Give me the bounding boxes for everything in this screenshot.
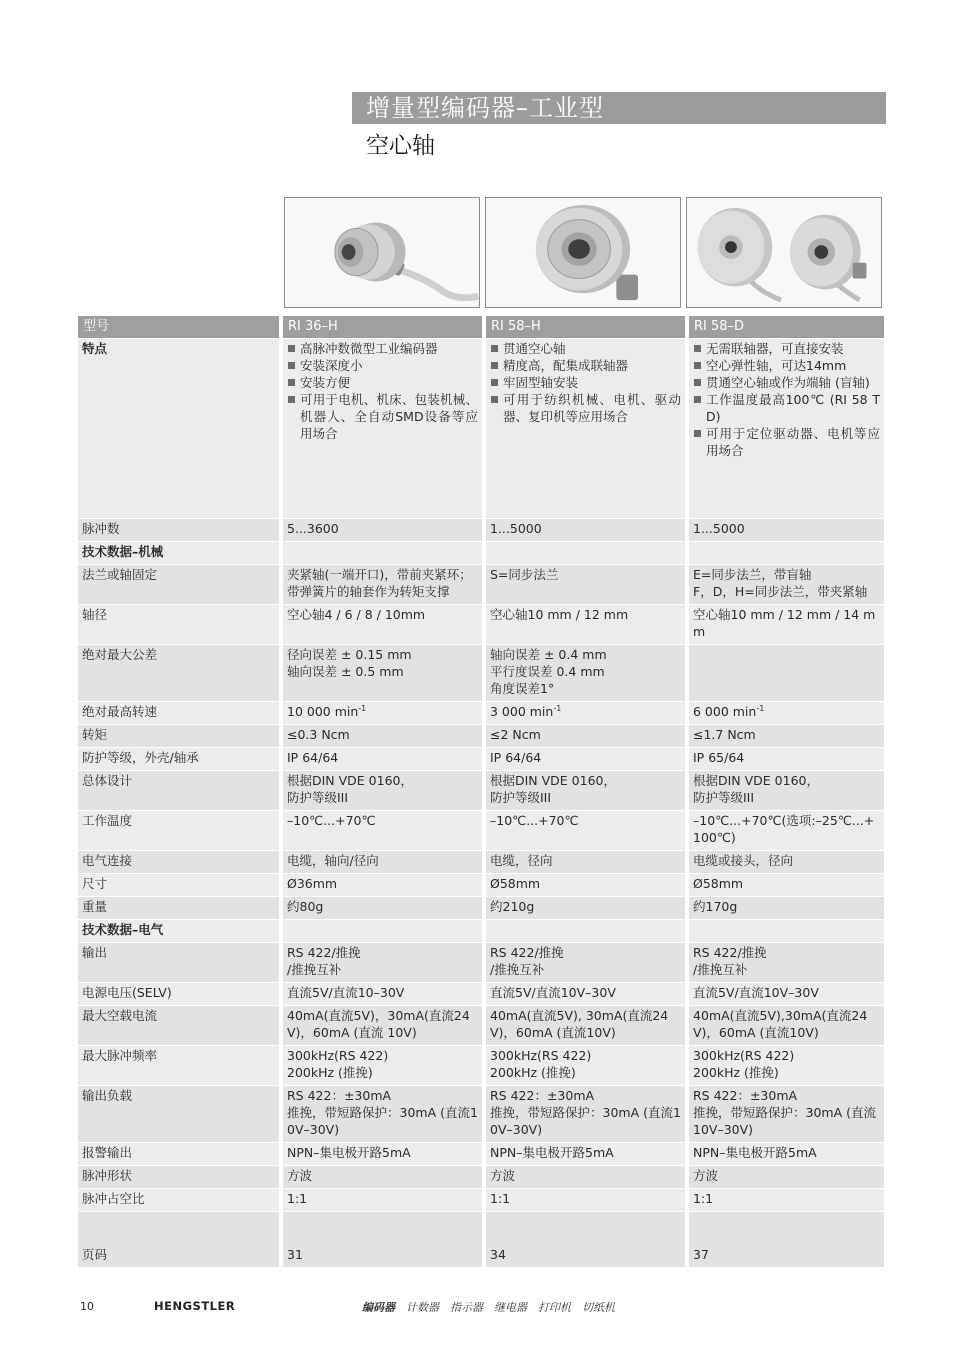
value-ri58d: RS 422/推挽 /推挽互补: [687, 943, 884, 983]
value-ri58d: 空心轴10 mm / 12 mm / 14 mm: [687, 605, 884, 645]
brand-logo: HENGSTLER: [154, 1299, 236, 1313]
value-ri36h: 方波: [281, 1166, 484, 1189]
value-ri36h: 5...3600: [281, 519, 484, 542]
table-row: [78, 1166, 884, 1189]
feature-item: 高脉冲数微型工业编码器: [287, 340, 478, 357]
unit-exponent: -1: [756, 703, 765, 713]
row-label: 法兰或轴固定: [78, 565, 281, 605]
value-ri58h: 300kHz(RS 422) 200kHz (推挽): [484, 1046, 687, 1086]
table-row: [78, 1086, 884, 1143]
table-header-row: [78, 316, 884, 339]
value-ri58h: 根据DIN VDE 0160， 防护等级III: [484, 771, 687, 811]
table-row: [78, 702, 884, 725]
value-ri58d: 37: [687, 1212, 884, 1268]
feature-item: 精度高，配集成联轴器: [490, 357, 681, 374]
header-ri36h: RI 36–H: [281, 316, 484, 339]
row-label: 转矩: [78, 725, 281, 748]
table-row: [78, 565, 884, 605]
row-label: 重量: [78, 897, 281, 920]
value-ri58d: [687, 542, 884, 565]
unit-exponent: -1: [358, 703, 367, 713]
feature-item: 可用于定位驱动器、电机等应用场合: [693, 425, 880, 459]
footer-link[interactable]: 继电器: [494, 1301, 527, 1314]
value-ri58d: Ø58mm: [687, 874, 884, 897]
table-row: [78, 811, 884, 851]
features-row: [78, 339, 884, 519]
value-ri58h: [484, 920, 687, 943]
table-row: [78, 771, 884, 811]
table-row: [78, 645, 884, 702]
page-subtitle: 空心轴: [366, 133, 435, 159]
value-ri36h: 300kHz(RS 422) 200kHz (推挽): [281, 1046, 484, 1086]
value-ri36h: 空心轴4 / 6 / 8 / 10mm: [281, 605, 484, 645]
header-ri58d: RI 58–D: [687, 316, 884, 339]
row-label: 尺寸: [78, 874, 281, 897]
value-ri58d: NPN–集电极开路5mA: [687, 1143, 884, 1166]
value-ri36h: 1:1: [281, 1189, 484, 1212]
footer-link[interactable]: 计数器: [406, 1301, 439, 1314]
value-ri58d: –10℃...+70℃(选项:–25℃...+100℃): [687, 811, 884, 851]
features-label: 特点: [78, 339, 281, 519]
value-ri58h: Ø58mm: [484, 874, 687, 897]
value-ri36h: IP 64/64: [281, 748, 484, 771]
value-ri36h: [281, 542, 484, 565]
table-row: [78, 1189, 884, 1212]
value-ri58h: RS 422/推挽 /推挽互补: [484, 943, 687, 983]
feature-item: 牢固型轴安装: [490, 374, 681, 391]
value-ri36h: Ø36mm: [281, 874, 484, 897]
table-row: [78, 851, 884, 874]
value-ri36h: 约80g: [281, 897, 484, 920]
header-model: 型号: [78, 316, 281, 339]
table-row: [78, 897, 884, 920]
feature-item: 贯通空心轴或作为端轴 (盲轴): [693, 374, 880, 391]
table-row: [78, 983, 884, 1006]
value-ri36h: 径向误差 ± 0.15 mm 轴向误差 ± 0.5 mm: [281, 645, 484, 702]
row-label: 输出: [78, 943, 281, 983]
row-label: 总体设计: [78, 771, 281, 811]
value-ri58h: ≤2 Ncm: [484, 725, 687, 748]
value-ri58d: 40mA(直流5V),30mA(直流24V)，60mA (直流10V): [687, 1006, 884, 1046]
value-ri58d: 根据DIN VDE 0160， 防护等级III: [687, 771, 884, 811]
features-ri58h: [484, 339, 687, 519]
footer-link[interactable]: 指示器: [450, 1301, 483, 1314]
value-ri58h: 电缆，径向: [484, 851, 687, 874]
row-label: 最大脉冲频率: [78, 1046, 281, 1086]
feature-item: 工作温度最高100℃ (RI 58 TD): [693, 391, 880, 425]
row-label: 脉冲数: [78, 519, 281, 542]
row-label: 绝对最大公差: [78, 645, 281, 702]
header-ri58h: RI 58–H: [484, 316, 687, 339]
footer-link[interactable]: 编码器: [362, 1301, 395, 1314]
value-ri58h: [484, 702, 687, 725]
value-ri36h: RS 422：±30mA 推挽，带短路保护：30mA (直流10V–30V): [281, 1086, 484, 1143]
table-row: [78, 519, 884, 542]
feature-item: 空心弹性轴，可达14mm: [693, 357, 880, 374]
row-label: 绝对最高转速: [78, 702, 281, 725]
product-photo-ri58h: [485, 197, 681, 308]
row-label: 技术数据–机械: [78, 542, 281, 565]
value-ri58h: [484, 542, 687, 565]
row-label: 输出负载: [78, 1086, 281, 1143]
section-row: [78, 920, 884, 943]
value-ri36h: 电缆，轴向/径向: [281, 851, 484, 874]
page-number: 10: [80, 1300, 94, 1313]
value-ri36h: 直流5V/直流10–30V: [281, 983, 484, 1006]
value-ri58h: 1:1: [484, 1189, 687, 1212]
value-ri58d: [687, 645, 884, 702]
value-ri58h: 直流5V/直流10V–30V: [484, 983, 687, 1006]
value-ri58d: [687, 702, 884, 725]
value-ri58d: RS 422：±30mA 推挽，带短路保护：30mA (直流10V–30V): [687, 1086, 884, 1143]
feature-item: 安装深度小: [287, 357, 478, 374]
value-ri58d: 约170g: [687, 897, 884, 920]
row-label: 防护等级，外壳/轴承: [78, 748, 281, 771]
feature-item: 可用于纺织机械、电机、驱动器、复印机等应用场合: [490, 391, 681, 425]
value-ri36h: [281, 920, 484, 943]
table-row: [78, 1212, 884, 1268]
table-row: [78, 1143, 884, 1166]
features-ri36h: [281, 339, 484, 519]
unit-exponent: -1: [553, 703, 562, 713]
spec-table: [78, 316, 884, 1268]
value-ri36h: RS 422/推挽 /推挽互补: [281, 943, 484, 983]
footer-link[interactable]: 切纸机: [582, 1301, 615, 1314]
value-text: 3 000 min: [490, 704, 554, 719]
row-label: 最大空载电流: [78, 1006, 281, 1046]
row-label: 页码: [78, 1212, 281, 1268]
value-text: 6 000 min: [693, 704, 757, 719]
value-ri58h: NPN–集电极开路5mA: [484, 1143, 687, 1166]
table-row: [78, 1006, 884, 1046]
value-ri58d: E=同步法兰，带盲轴 F，D，H=同步法兰，带夹紧轴: [687, 565, 884, 605]
value-ri58d: IP 65/64: [687, 748, 884, 771]
value-ri58d: 1...5000: [687, 519, 884, 542]
table-row: [78, 748, 884, 771]
row-label: 工作温度: [78, 811, 281, 851]
value-ri36h: 根据DIN VDE 0160， 防护等级III: [281, 771, 484, 811]
value-ri58h: 1...5000: [484, 519, 687, 542]
feature-item: 无需联轴器，可直接安装: [693, 340, 880, 357]
value-ri36h: –10℃...+70℃: [281, 811, 484, 851]
value-ri58d: 方波: [687, 1166, 884, 1189]
row-label: 脉冲形状: [78, 1166, 281, 1189]
value-ri58h: 方波: [484, 1166, 687, 1189]
value-ri58h: 轴向误差 ± 0.4 mm 平行度误差 0.4 mm 角度误差1°: [484, 645, 687, 702]
value-ri36h: NPN–集电极开路5mA: [281, 1143, 484, 1166]
table-row: [78, 1046, 884, 1086]
page-title: 增量型编码器–工业型: [366, 94, 604, 122]
row-label: 技术数据–电气: [78, 920, 281, 943]
value-ri36h: 31: [281, 1212, 484, 1268]
value-text: 10 000 min: [287, 704, 359, 719]
value-ri36h: 夹紧轴(一端开口)，带前夹紧环； 带弹簧片的轴套作为转矩支撑: [281, 565, 484, 605]
table-row: [78, 605, 884, 645]
value-ri58h: –10℃...+70℃: [484, 811, 687, 851]
row-label: 电源电压(SELV): [78, 983, 281, 1006]
value-ri58h: 40mA(直流5V), 30mA(直流24V)，60mA (直流10V): [484, 1006, 687, 1046]
value-ri36h: 40mA(直流5V)，30mA(直流24V)，60mA (直流 10V): [281, 1006, 484, 1046]
row-label: 脉冲占空比: [78, 1189, 281, 1212]
feature-item: 贯通空心轴: [490, 340, 681, 357]
value-ri58h: 空心轴10 mm / 12 mm: [484, 605, 687, 645]
value-ri58d: 直流5V/直流10V–30V: [687, 983, 884, 1006]
features-ri58d: [687, 339, 884, 519]
footer-link[interactable]: 打印机: [538, 1301, 571, 1314]
table-row: [78, 874, 884, 897]
value-ri58d: 电缆或接头，径向: [687, 851, 884, 874]
value-ri58d: 1:1: [687, 1189, 884, 1212]
product-photo-ri36h: [284, 197, 480, 308]
value-ri58d: ≤1.7 Ncm: [687, 725, 884, 748]
value-ri58h: IP 64/64: [484, 748, 687, 771]
footer-nav: [362, 1299, 626, 1315]
value-ri58h: RS 422：±30mA 推挽，带短路保护：30mA (直流10V–30V): [484, 1086, 687, 1143]
value-ri36h: ≤0.3 Ncm: [281, 725, 484, 748]
section-row: [78, 542, 884, 565]
row-label: 电气连接: [78, 851, 281, 874]
row-label: 报警输出: [78, 1143, 281, 1166]
value-ri58h: S=同步法兰: [484, 565, 687, 605]
table-row: [78, 725, 884, 748]
value-ri58h: 34: [484, 1212, 687, 1268]
feature-item: 可用于电机、机床、包装机械、机器人、全自动SMD设备等应用场合: [287, 391, 478, 442]
value-ri58d: 300kHz(RS 422) 200kHz (推挽): [687, 1046, 884, 1086]
table-row: [78, 943, 884, 983]
value-ri36h: [281, 702, 484, 725]
value-ri58h: 约210g: [484, 897, 687, 920]
feature-item: 安装方便: [287, 374, 478, 391]
row-label: 轴径: [78, 605, 281, 645]
value-ri58d: [687, 920, 884, 943]
product-photo-ri58d: [686, 197, 882, 308]
